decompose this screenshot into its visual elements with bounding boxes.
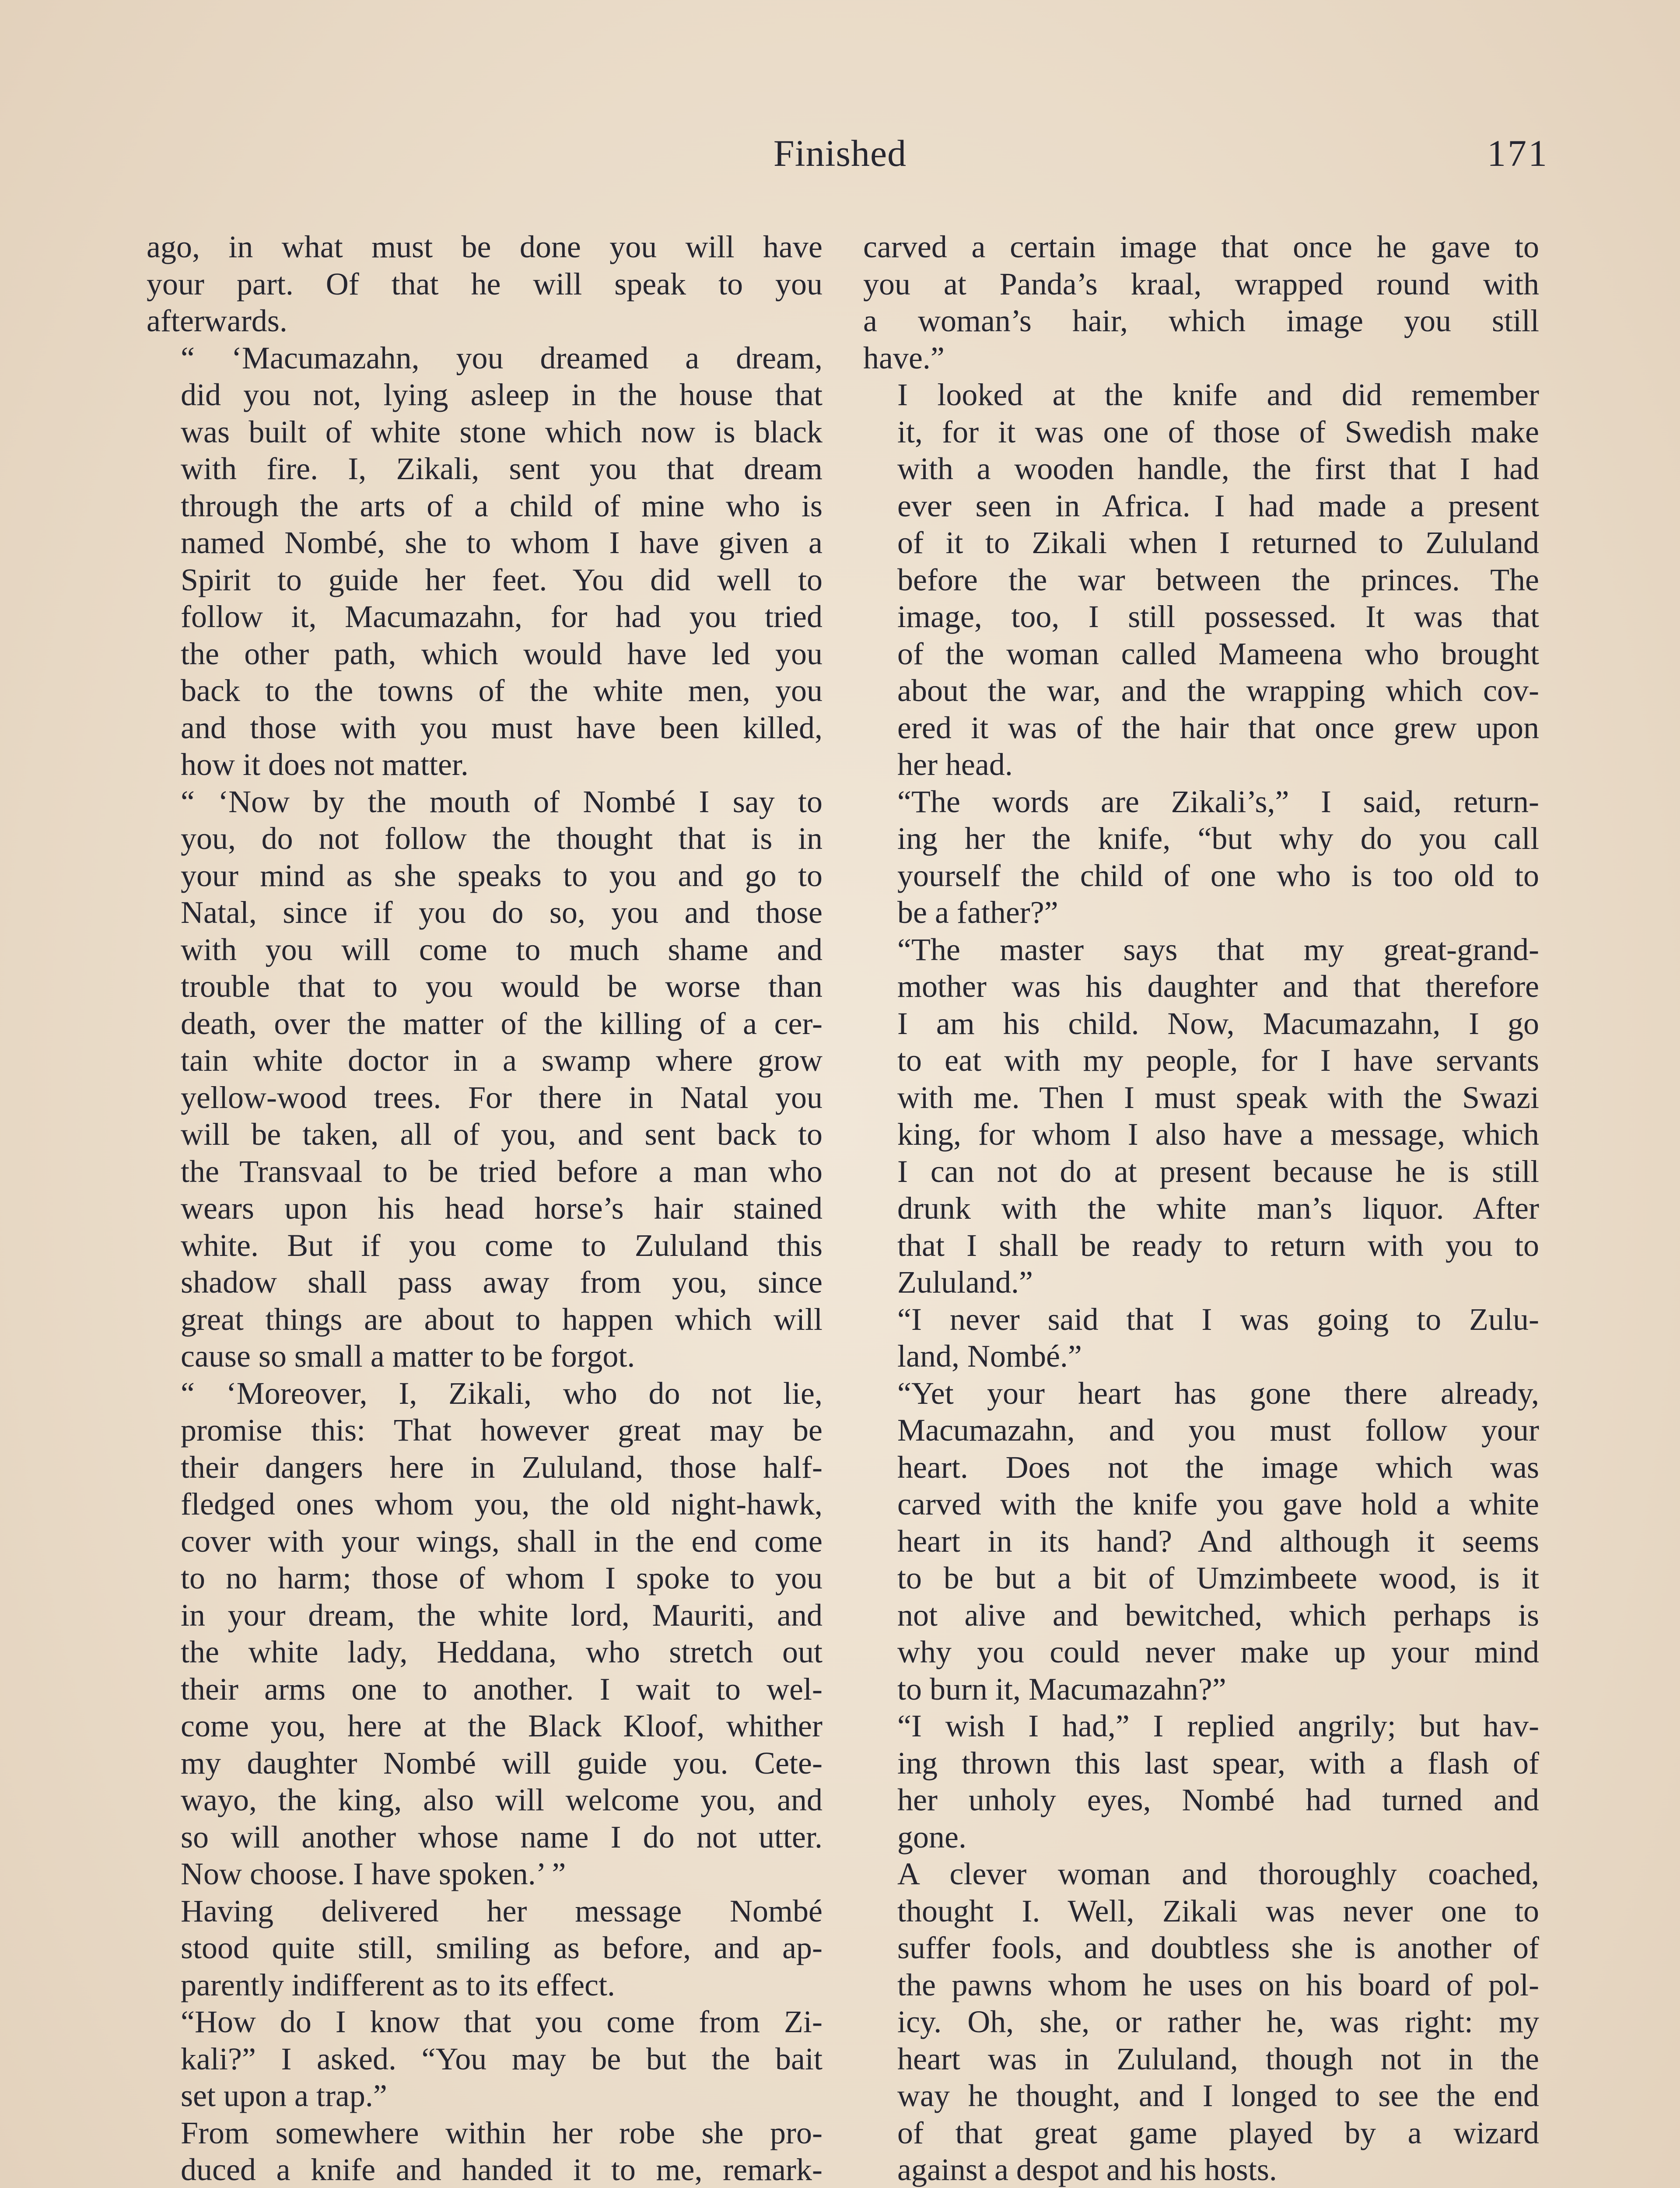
text-line: Now choose. I have spoken.’ ”	[181, 1856, 566, 1891]
text-line: through the arts of a child of mine who is	[181, 488, 822, 523]
text-line: thought I. Well, Zikali was never one to	[897, 1893, 1539, 1929]
text-line: why you could never make up your mind	[897, 1634, 1539, 1669]
text-line: tain white doctor in a swamp where grow	[181, 1043, 822, 1078]
right-text-column	[863, 228, 1539, 2188]
text-line: their dangers here in Zululand, those half-	[181, 1449, 822, 1485]
text-line: From somewhere within her robe she pro-	[181, 2115, 822, 2150]
paragraph	[863, 1301, 1539, 1375]
text-line: ever seen in Africa. I had made a present	[897, 488, 1539, 523]
text-line: not alive and bewitched, which perhaps is	[897, 1597, 1539, 1633]
text-line: ago, in what must be done you will have	[147, 229, 822, 264]
text-line: heart. Does not the image which was	[897, 1449, 1539, 1485]
text-line: cover with your wings, shall in the end come	[181, 1523, 822, 1559]
paragraph	[863, 1375, 1539, 1708]
text-line: heart in its hand? And although it seems	[897, 1523, 1539, 1559]
paragraph	[147, 1893, 822, 2004]
text-line: named Nombé, she to whom I have given a	[181, 525, 822, 560]
page-number: 171	[1487, 132, 1549, 174]
text-line: icy. Oh, she, or rather he, was right: my	[897, 2004, 1539, 2039]
paragraph	[147, 228, 822, 340]
text-line: of the woman called Mameena who brought	[897, 636, 1539, 671]
text-line: “I wish I had,” I replied angrily; but hav-	[897, 1708, 1539, 1743]
text-line: shadow shall pass away from you, since	[181, 1265, 822, 1300]
text-line: Spirit to guide her feet. You did well to	[181, 562, 822, 597]
text-line: the pawns whom he uses on his board of pol-	[897, 1967, 1539, 2002]
text-line: back to the towns of the white men, you	[181, 673, 822, 708]
text-line: “Yet your heart has gone there already,	[897, 1375, 1539, 1411]
text-line: I am his child. Now, Macumazahn, I go	[897, 1006, 1539, 1041]
text-line: that I shall be ready to return with you to	[897, 1227, 1539, 1263]
text-line: Natal, since if you do so, you and those	[181, 895, 822, 930]
paragraph	[147, 2003, 822, 2114]
text-line: image, too, I still possessed. It was that	[897, 599, 1539, 634]
text-line: duced a knife and handed it to me, remark-	[181, 2152, 822, 2187]
text-line: your part. Of that he will speak to you	[147, 266, 822, 302]
text-line: great things are about to happen which will	[181, 1301, 822, 1337]
text-line: king, for whom I also have a message, which	[897, 1117, 1539, 1152]
text-line: carved a certain image that once he gave to	[863, 229, 1539, 264]
text-line: her head.	[897, 747, 1013, 782]
text-line: their arms one to another. I wait to wel-	[181, 1671, 822, 1707]
text-line: will be taken, all of you, and sent back to	[181, 1117, 822, 1152]
text-line: about the war, and the wrapping which cov-	[897, 673, 1539, 708]
paragraph	[147, 1375, 822, 1893]
paragraph	[147, 783, 822, 1375]
text-line: with a wooden handle, the first that I had	[897, 451, 1539, 486]
text-line: ered it was of the hair that once grew upon	[897, 710, 1539, 745]
text-line: the Transvaal to be tried before a man who	[181, 1154, 822, 1189]
text-line: how it does not matter.	[181, 747, 469, 782]
text-line: drunk with the white man’s liquor. After	[897, 1191, 1539, 1226]
text-line: I looked at the knife and did remember	[897, 377, 1539, 412]
text-line: suffer fools, and doubtless she is another of	[897, 1930, 1539, 1965]
text-line: “I never said that I was going to Zulu-	[897, 1301, 1539, 1337]
text-line: to be but a bit of Umzimbeete wood, is it	[897, 1560, 1539, 1595]
text-line: so will another whose name I do not utter.	[181, 1819, 822, 1855]
text-line: cause so small a matter to be forgot.	[181, 1339, 635, 1374]
text-line: you, do not follow the thought that is in	[181, 821, 822, 856]
text-line: yellow-wood trees. For there in Natal you	[181, 1080, 822, 1115]
text-line: follow it, Macumazahn, for had you tried	[181, 599, 822, 634]
text-line: I can not do at present because he is still	[897, 1154, 1539, 1189]
text-line: promise this: That however great may be	[181, 1413, 822, 1448]
text-line: and those with you must have been killed,	[181, 710, 822, 745]
text-line: to no harm; those of whom I spoke to you	[181, 1560, 822, 1595]
text-line: “The master says that my great-grand-	[897, 932, 1539, 967]
text-line: to burn it, Macumazahn?”	[897, 1671, 1226, 1707]
text-line: “ ‘Now by the mouth of Nombé I say to	[181, 784, 822, 819]
text-line: land, Nombé.”	[897, 1339, 1082, 1374]
text-line: gone.	[897, 1819, 966, 1855]
text-line: ing her the knife, “but why do you call	[897, 821, 1539, 856]
text-line: “How do I know that you come from Zi-	[181, 2004, 822, 2039]
text-line: kali?” I asked. “You may be but the bait	[181, 2041, 822, 2076]
text-line: a woman’s hair, which image you still	[863, 303, 1539, 338]
text-line: your mind as she speaks to you and go to	[181, 858, 822, 893]
text-line: of it to Zikali when I returned to Zululand	[897, 525, 1539, 560]
text-line: yourself the child of one who is too old to	[897, 858, 1539, 893]
text-line: it, for it was one of those of Swedish make	[897, 414, 1539, 449]
text-line: ing thrown this last spear, with a flash of	[897, 1745, 1539, 1781]
text-line: to eat with my people, for I have servants	[897, 1043, 1539, 1078]
paragraph	[147, 340, 822, 783]
paragraph	[863, 376, 1539, 783]
text-line: death, over the matter of the killing of a cer-	[181, 1006, 822, 1041]
text-line: trouble that to you would be worse than	[181, 969, 822, 1004]
text-line: with me. Then I must speak with the Swazi	[897, 1080, 1539, 1115]
text-line: come you, here at the Black Kloof, whither	[181, 1708, 822, 1743]
text-line: stood quite still, smiling as before, and ap-	[181, 1930, 822, 1965]
text-line: “ ‘Moreover, I, Zikali, who do not lie,	[181, 1375, 822, 1411]
text-line: way he thought, and I longed to see the end	[897, 2078, 1539, 2113]
text-line: the white lady, Heddana, who stretch out	[181, 1634, 822, 1669]
text-line: carved with the knife you gave hold a white	[897, 1487, 1539, 1522]
text-line: the other path, which would have led you	[181, 636, 822, 671]
text-line: before the war between the princes. The	[897, 562, 1539, 597]
text-line: wayo, the king, also will welcome you, and	[181, 1782, 822, 1817]
text-line: in your dream, the white lord, Mauriti, and	[181, 1597, 822, 1633]
text-line: Zululand.”	[897, 1265, 1033, 1300]
text-line: of that great game played by a wizard	[897, 2115, 1539, 2150]
paragraph	[863, 931, 1539, 1301]
text-line: was built of white stone which now is black	[181, 414, 822, 449]
text-line: heart was in Zululand, though not in the	[897, 2041, 1539, 2076]
paragraph	[147, 2114, 822, 2188]
text-line: be a father?”	[897, 895, 1058, 930]
text-line: white. But if you come to Zululand this	[181, 1227, 822, 1263]
text-line: “ ‘Macumazahn, you dreamed a dream,	[181, 340, 822, 375]
text-line: “The words are Zikali’s,” I said, return-	[897, 784, 1539, 819]
text-line: set upon a trap.”	[181, 2078, 387, 2113]
text-line: afterwards.	[147, 303, 287, 338]
running-head-title: Finished	[773, 132, 907, 174]
paragraph	[863, 1708, 1539, 1855]
left-text-column	[147, 228, 822, 2188]
paragraph	[863, 228, 1539, 376]
text-line: A clever woman and thoroughly coached,	[897, 1856, 1539, 1891]
text-line: you at Panda’s kraal, wrapped round with	[863, 266, 1539, 302]
text-line: did you not, lying asleep in the house that	[181, 377, 822, 412]
text-line: parently indifferent as to its effect.	[181, 1967, 615, 2002]
text-line: wears upon his head horse’s hair stained	[181, 1191, 822, 1226]
text-line: against a despot and his hosts.	[897, 2152, 1277, 2187]
paragraph	[863, 1855, 1539, 2188]
text-line: with fire. I, Zikali, sent you that dream	[181, 451, 822, 486]
text-line: Macumazahn, and you must follow your	[897, 1413, 1539, 1448]
text-line: have.”	[863, 340, 945, 375]
text-line: her unholy eyes, Nombé had turned and	[897, 1782, 1539, 1817]
text-line: mother was his daughter and that therefore	[897, 969, 1539, 1004]
text-line: fledged ones whom you, the old night-hawk,	[181, 1487, 822, 1522]
text-line: my daughter Nombé will guide you. Cete-	[181, 1745, 822, 1781]
text-line: Having delivered her message Nombé	[181, 1893, 822, 1929]
text-line: with you will come to much shame and	[181, 932, 822, 967]
paragraph	[863, 783, 1539, 931]
